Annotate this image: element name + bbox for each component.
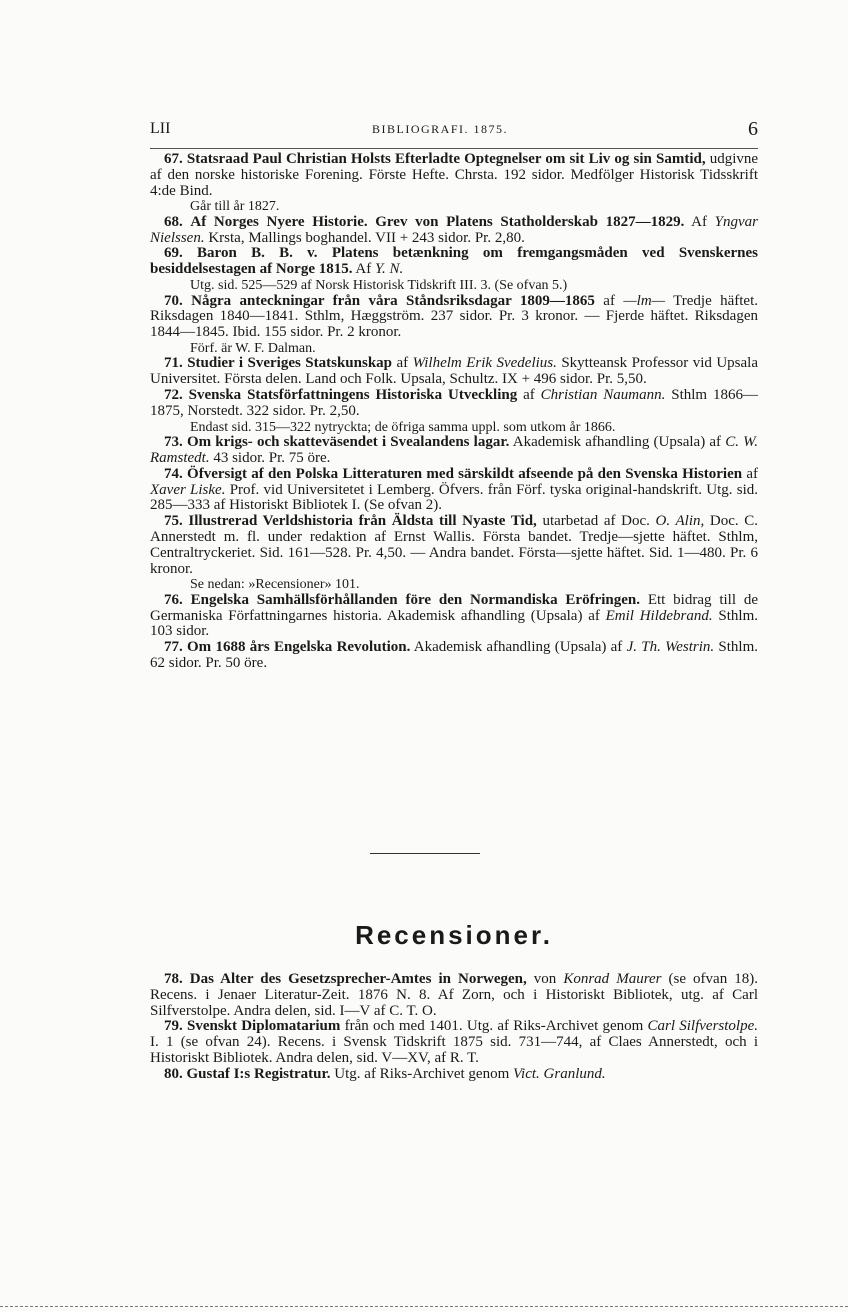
entry-author: Emil Hildebrand.: [605, 607, 713, 624]
bibliography-entry: [150, 215, 758, 247]
bibliography-entry: [150, 152, 758, 199]
entry-author: Vict. Granlund.: [513, 1065, 606, 1082]
entry-details: I. 1 (se ofvan 24). Recens. i Svensk Tidskrift 1875 sid. 731—744, af Claes Annerstedt, och i Historiskt Bibliotek. Andra delen, sid. V—XV, af R. T.: [150, 1034, 758, 1066]
entry-note: Går till år 1827.: [190, 199, 280, 215]
entry-title: Öfversigt af den Polska Litteraturen med särskildt afseende på den Svenska Historien: [187, 465, 743, 482]
entry-number: 75.: [164, 513, 183, 530]
bibliography-entry: [150, 388, 758, 420]
entry-details: Sthlm. 103 sidor.: [150, 607, 758, 640]
entry-pre-author: Af: [684, 213, 715, 230]
entry-number: 70.: [164, 292, 183, 309]
running-header: [150, 118, 758, 142]
entry-title: Svenska Statsförfattningens Historiska Utveckling: [188, 387, 518, 404]
entry-note: Endast sid. 315—322 nytryckta; de öfriga samma uppl. som utkom år 1866.: [190, 419, 616, 435]
entry-title: Engelska Samhällsförhållanden före den Normandiska Eröfringen.: [190, 591, 640, 608]
entry-number: 76.: [164, 591, 183, 608]
entry-details: (se ofvan 18). Recens. i Jenaer Literatur-Zeit. 1876 N. 8. Af Zorn, och i Historiskt Bibliotek, utg. af Carl Silfverstolpe. Andra delen, sid. I—V af C. T. O.: [150, 971, 758, 1019]
entry-title: Svenskt Diplomatarium: [186, 1018, 341, 1035]
entry-details: Sthlm. 62 sidor. Pr. 50 öre.: [150, 639, 758, 672]
entry-details: Skytteansk Professor vid Upsala Universitet. Första delen. Land och Folk. Upsala, Schultz. IX + 496 sidor. Pr. 5,50.: [150, 355, 758, 388]
entry-pre-author: von: [526, 971, 564, 987]
entry-details: Tredje häftet. Riksdagen 1840—1841. Sthlm, Hæggström. 237 sidor. Pr. 3 kronor. — Fjerde häftet. Riksdagen 1844—1845. Ibid. 155 sidor. Pr. 2 kronor.: [150, 292, 758, 341]
entry-details: Prof. vid Universitetet i Lemberg. Öfvers. från Förf. tyska original-handskrift. Utg. sid. 285—333 af Historiskt Bibliotek I. (Se ofvan 2).: [150, 481, 758, 514]
entry-pre-author: Af: [352, 261, 375, 278]
entry-title: Några anteckningar från våra Ståndsriksdagar 1809—1865: [191, 292, 595, 309]
bibliography-entry: [150, 356, 758, 388]
bibliography-entry: [150, 972, 758, 1019]
entry-pre-author: af: [742, 465, 759, 482]
entry-number: 80.: [164, 1065, 183, 1082]
entry-pre-author: Utg. af Riks-Archivet genom: [330, 1065, 513, 1082]
entry-author: Xaver Liske.: [150, 481, 226, 498]
bibliography-entry: [150, 640, 758, 672]
bibliography-entry: [150, 246, 758, 278]
entry-title: Baron B. B. v. Platens betænkning om fremgangsmåden ved Svenskernes besiddelsestagen af Norge 1815.: [150, 245, 759, 278]
entry-author: —lm—: [623, 292, 666, 309]
entry-title: Om 1688 års Engelska Revolution.: [187, 639, 411, 656]
bibliography-entries: [150, 152, 758, 672]
entry-title: Illustrerad Verldshistoria från Äldsta till Nyaste Tid,: [188, 513, 537, 530]
entry-title: Das Alter des Gesetzsprecher-Amtes in Norwegen,: [189, 971, 527, 987]
page-number: 6: [748, 118, 758, 140]
entry-number: 69.: [164, 245, 183, 262]
entry-details: Doc. C. Annerstedt m. fl. under redaktion af Ernst Wallis. Första bandet. Tredje—sjette häftet. Sthlm, Centraltryckeriet. Sid. 161—528. Pr. 4,50. — Andra bandet. Första—sjette häftet. Sid. 1—480. Pr. 6 kronor.: [150, 513, 759, 577]
entry-author: C. W. Ramstedt.: [150, 434, 759, 466]
bibliography-entry: [150, 467, 758, 514]
entry-number: 73.: [164, 434, 183, 451]
entry-pre-author: Ett bidrag till de Germaniska Författningarnes historia. Akademisk afhandling (Upsala) af: [150, 591, 758, 624]
entry-number: 71.: [164, 355, 183, 372]
bibliography-entry: [150, 514, 758, 577]
entry-number: 72.: [164, 387, 183, 404]
entry-number: 67.: [164, 151, 183, 167]
bibliography-entry: [150, 294, 758, 341]
entry-author: Konrad Maurer: [563, 971, 662, 987]
section-separator: [370, 853, 480, 854]
entry-note: Se nedan: »Recensioner» 101.: [190, 577, 360, 593]
bottom-edge-rule: [0, 1306, 848, 1307]
entry-number: 77.: [164, 639, 183, 656]
bibliography-entry: [150, 1067, 758, 1083]
bibliography-entry: [150, 593, 758, 640]
entry-author: Wilhelm Erik Svedelius.: [412, 355, 557, 372]
entry-title: Af Norges Nyere Historie. Grev von Platens Statholderskab 1827—1829.: [190, 213, 685, 230]
entry-number: 79.: [164, 1018, 183, 1035]
entry-pre-author: från och med 1401. Utg. af Riks-Archivet genom: [340, 1018, 648, 1035]
entry-number: 78.: [164, 971, 183, 987]
entry-note: Förf. är W. F. Dalman.: [190, 340, 316, 356]
entry-number: 68.: [164, 213, 183, 230]
entry-title: Gustaf I:s Registratur.: [186, 1065, 331, 1082]
entry-pre-author: af: [594, 292, 624, 309]
entry-details: 43 sidor. Pr. 75 öre.: [209, 449, 331, 466]
header-rule: [150, 148, 758, 149]
entry-number: 74.: [164, 465, 183, 482]
entry-title: Om krigs- och skatteväsendet i Svealandens lagar.: [186, 434, 510, 451]
running-title: BIBLIOGRAFI. 1875.: [372, 122, 509, 136]
section-title: Recensioner.: [355, 920, 553, 950]
entry-details: Krsta, Mallings boghandel. VII + 243 sidor. Pr. 2,80.: [204, 229, 525, 246]
entry-details: Sthlm 1866—1875, Norstedt. 322 sidor. Pr. 2,50.: [150, 387, 758, 419]
entry-pre-author: utarbetad af Doc.: [536, 513, 656, 530]
entry-title: Statsraad Paul Christian Holsts Efterladte Optegnelser om sit Liv og sin Samtid,: [186, 151, 706, 167]
entry-author: Christian Naumann.: [540, 387, 666, 404]
entry-pre-author: Akademisk afhandling (Upsala) af: [410, 639, 627, 656]
entry-author: J. Th. Westrin.: [626, 639, 715, 656]
entry-pre-author: Akademisk afhandling (Upsala) af: [509, 434, 726, 451]
entry-details: udgivne af den norske historiske Forening. Förste Hefte. Chrsta. 192 sidor. Medfölger Historisk Tidsskrift 4:de Bind.: [150, 151, 759, 199]
roman-page-number: LII: [150, 120, 171, 137]
entry-author: O. Alin,: [655, 513, 705, 530]
review-entries: [150, 972, 758, 1083]
entry-title: Studier i Sveriges Statskunskap: [187, 355, 393, 372]
entry-note: Utg. sid. 525—529 af Norsk Historisk Tidskrift III. 3. (Se ofvan 5.): [190, 278, 568, 294]
entry-author: Carl Silfverstolpe.: [647, 1018, 759, 1035]
entry-pre-author: af: [392, 355, 413, 372]
bibliography-entry: [150, 435, 758, 467]
entry-author: Yngvar Nielssen.: [150, 213, 759, 246]
entry-author: Y. N.: [375, 261, 404, 278]
bibliography-entry: [150, 1019, 758, 1066]
entry-pre-author: af: [517, 387, 541, 404]
